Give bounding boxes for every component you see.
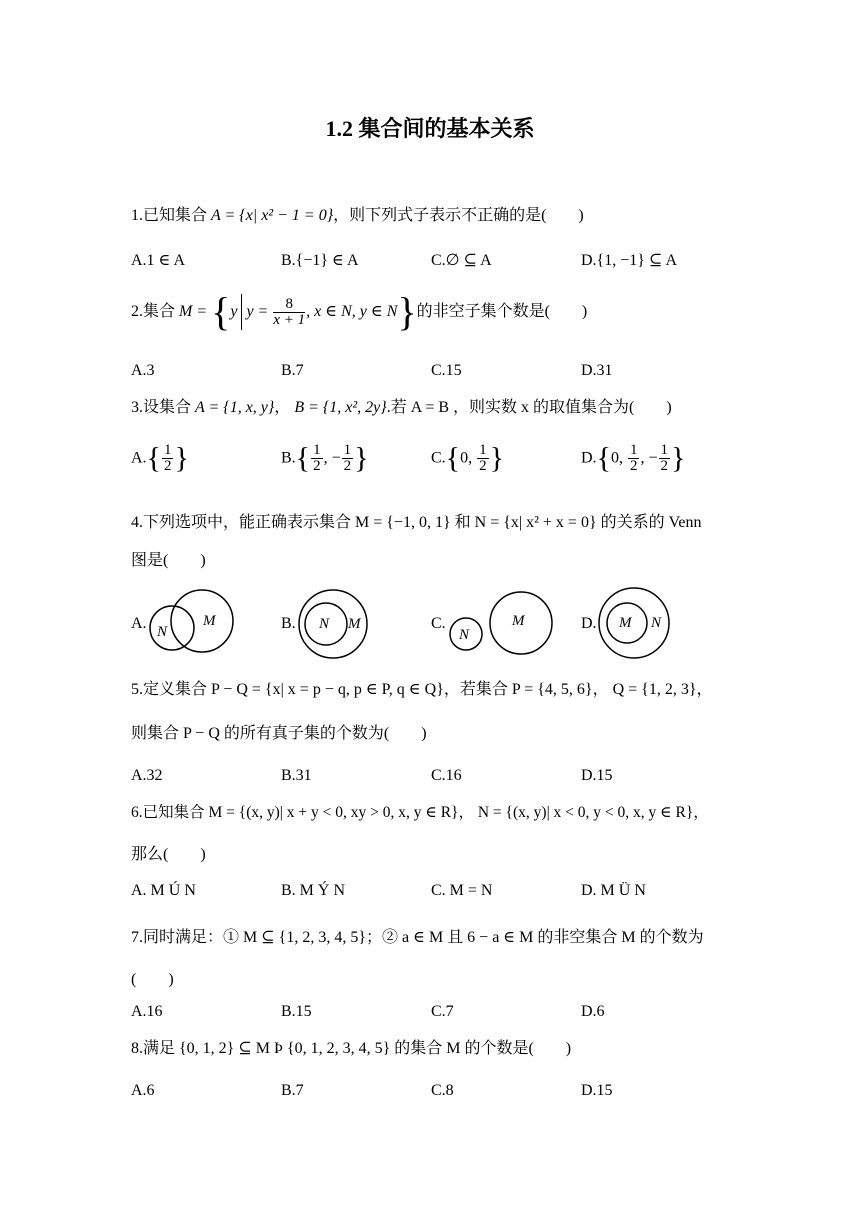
question-4-line-2: 图是( ): [131, 552, 206, 569]
venn-d-label-n: N: [651, 615, 662, 631]
q1-lead: 1.已知集合: [131, 207, 212, 224]
question-5-line-2: 则集合 P − Q 的所有真子集的个数为( ): [131, 725, 427, 742]
q3-set-a: A = {1, x, y}: [195, 399, 275, 416]
venn-c-label-n: N: [459, 627, 470, 643]
venn-d-label-m: M: [619, 615, 632, 631]
q2-option-a[interactable]: A.3: [131, 362, 155, 379]
q2-fraction: $\frac{8}{x + 1}$: [273, 295, 306, 328]
q1-option-a[interactable]: A.1 ∈ A: [131, 252, 186, 269]
venn-c-label-m: M: [512, 613, 525, 629]
question-2: 2.集合 M = {y y = $\frac{8}{x + 1}$ , x ∈ N, y ∈ N}的非空子集个数是( ): [131, 289, 588, 334]
question-7-line-2: ( ): [131, 971, 174, 988]
venn-b-label-n: N: [319, 616, 330, 632]
q3-option-b[interactable]: B.{ $\frac{1}{2}$ , − $\frac{1}{2}$ }: [281, 441, 369, 475]
q7-option-b[interactable]: B.15: [281, 1003, 312, 1020]
question-3: 3.设集合 A = {1, x, y}， B = {1, x², 2y}.若 A = B ，则实数 x 的取值集合为( ): [131, 399, 672, 416]
q2-condition: , x ∈ N, y ∈ N: [306, 303, 398, 320]
q4-option-c-label[interactable]: C.: [431, 615, 446, 632]
page-title: 1.2 集合间的基本关系: [325, 116, 535, 141]
q2-bar: [241, 294, 242, 330]
q4-option-b-label[interactable]: B.: [281, 615, 296, 632]
q3-option-d[interactable]: D.{0, $\frac{1}{2}$ , − $\frac{1}{2}$ }: [581, 441, 686, 475]
q7-option-d[interactable]: D.6: [581, 1003, 605, 1020]
q4-option-d-label[interactable]: D.: [581, 615, 597, 632]
q3-option-a[interactable]: A.{ $\frac{1}{2}$ }: [131, 441, 189, 475]
q2-tail: 的非空子集个数是( ): [416, 303, 588, 320]
q8-option-a[interactable]: A.6: [131, 1082, 155, 1099]
q8-option-d[interactable]: D.15: [581, 1082, 613, 1099]
q5-option-b[interactable]: B.31: [281, 767, 312, 784]
q1-option-d[interactable]: D.{1, −1} ⊆ A: [581, 252, 678, 269]
q2-lead: 2.集合: [131, 303, 180, 320]
question-7-line-1: 7.同时满足：① M ⊆ {1, 2, 3, 4, 5}；② a ∈ M 且 6 − a ∈ M 的非空集合 M 的个数为: [131, 929, 704, 946]
q1-option-b[interactable]: B.{−1} ∈ A: [281, 252, 359, 269]
q7-option-c[interactable]: C.7: [431, 1003, 454, 1020]
question-6-line-2: 那么( ): [131, 846, 206, 863]
venn-a-label-n: N: [157, 624, 168, 640]
venn-a-label-m: M: [203, 613, 216, 629]
q6-option-d[interactable]: D. M Ü N: [581, 882, 646, 899]
q3-tail: .若 A = B ，则实数 x 的取值集合为( ): [386, 399, 672, 416]
question-8: 8.满足 {0, 1, 2} ⊆ M Þ {0, 1, 2, 3, 4, 5} 的集合 M 的个数是( ): [131, 1040, 572, 1057]
q2-option-c[interactable]: C.15: [431, 362, 462, 379]
q5-option-c[interactable]: C.16: [431, 767, 462, 784]
q5-option-a[interactable]: A.32: [131, 767, 163, 784]
q6-option-c[interactable]: C. M = N: [431, 882, 493, 899]
question-4-line-1: 4.下列选项中，能正确表示集合 M = {−1, 0, 1} 和 N = {x| x² + x = 0} 的关系的 Venn: [131, 514, 702, 531]
q4-option-a-label[interactable]: A.: [131, 615, 147, 632]
question-1: [131, 206, 584, 226]
q3-option-c[interactable]: C.{0, $\frac{1}{2}$ }: [431, 441, 504, 475]
venn-diagram-a[interactable]: [146, 588, 238, 656]
question-6-line-1: 6.已知集合 M = {(x, y)| x + y < 0, xy > 0, x, y ∈ R}， N = {(x, y)| x < 0, y < 0, x, y ∈ R}，: [131, 804, 709, 821]
q2-left-brace: {: [211, 289, 231, 334]
q6-option-b[interactable]: B. M Ý N: [281, 882, 346, 899]
q2-option-b[interactable]: B.7: [281, 362, 304, 379]
venn-b-label-m: M: [348, 616, 361, 632]
q7-option-a[interactable]: A.16: [131, 1003, 163, 1020]
q2-right-brace: }: [397, 289, 417, 334]
q2-set-name: M =: [179, 303, 208, 320]
q6-option-a[interactable]: A. M Ú N: [131, 882, 196, 899]
question-5-line-1: 5.定义集合 P − Q = {x| x = p − q, p ∈ P, q ∈ Q}，若集合 P = {4, 5, 6}， Q = {1, 2, 3}，: [131, 681, 713, 698]
q1-option-c[interactable]: C.∅ ⊆ A: [431, 252, 492, 269]
q3-set-b: B = {1, x², 2y}: [294, 399, 387, 416]
q8-option-b[interactable]: B.7: [281, 1082, 304, 1099]
q1-tail: ，则下列式子表示不正确的是( ): [333, 207, 584, 224]
q2-option-d[interactable]: D.31: [581, 362, 613, 379]
q1-expression: A = {x| x² − 1 = 0}: [211, 207, 334, 224]
q5-option-d[interactable]: D.15: [581, 767, 613, 784]
q8-option-c[interactable]: C.8: [431, 1082, 454, 1099]
